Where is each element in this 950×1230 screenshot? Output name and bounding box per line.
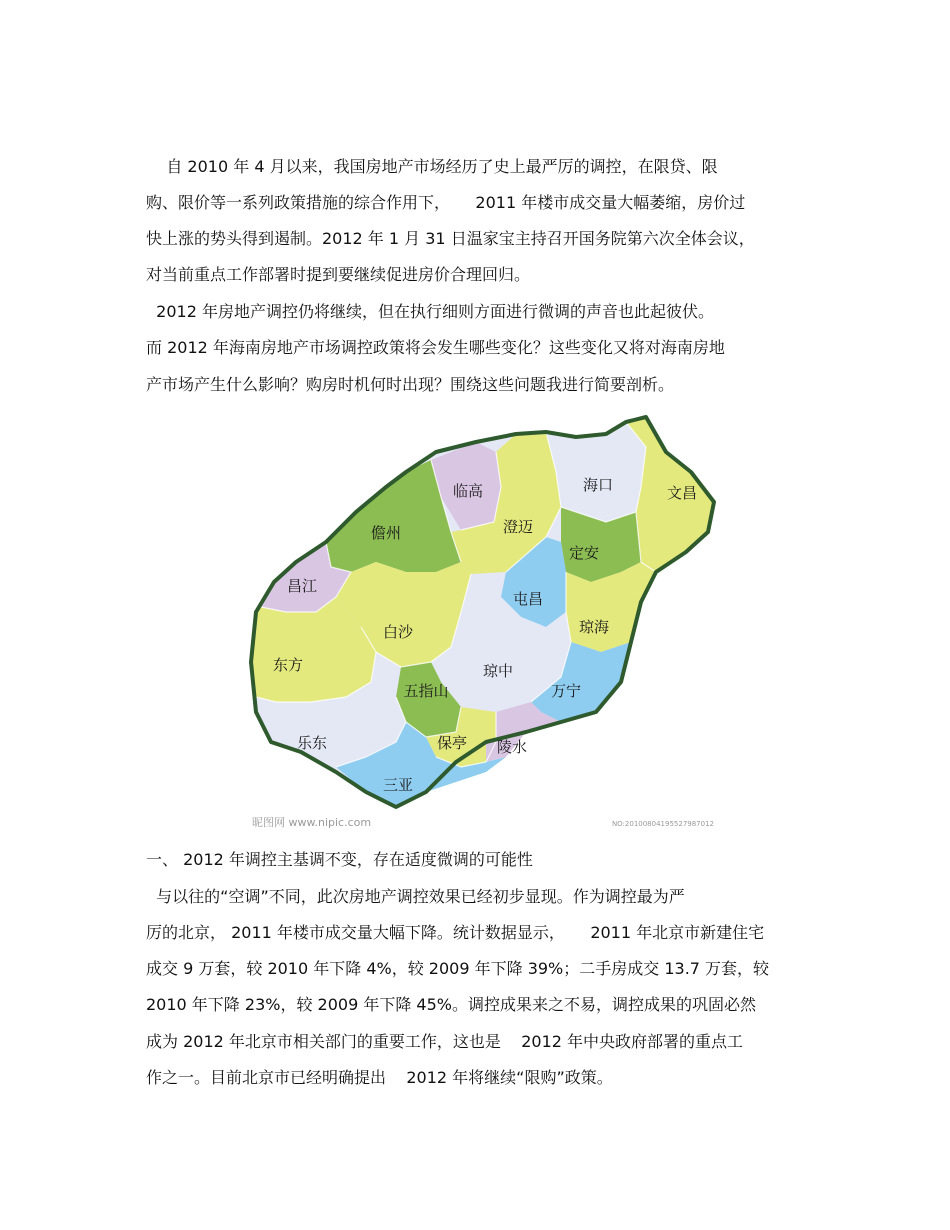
label-sanya: 三亚 [382,776,414,794]
label-wenchang: 文昌 [666,484,698,502]
paragraph2-line2: 而 2012 年海南房地产市场调控政策将会发生哪些变化？这些变化又将对海南房地 [146,338,725,357]
label-changjiang: 昌江 [286,577,318,595]
paragraph3-line1: 与以往的“空调”不同，此次房地产调控效果已经初步显现。作为调控最为严 [146,887,685,906]
paragraph1-line2: 购、限价等一系列政策措施的综合作用下， 2011 年楼市成交量大幅萎缩，房价过 [146,193,746,212]
label-ledong: 乐东 [296,734,328,752]
label-dongfang: 东方 [272,656,304,674]
label-qiongzhong: 琼中 [482,662,514,680]
label-baisha: 白沙 [382,623,414,641]
paragraph3-line5: 成为 2012 年北京市相关部门的重要工作，这也是 2012 年中央政府部署的重点工 [146,1032,744,1051]
label-wanning: 万宁 [550,682,582,700]
paragraph1-line1: 自 2010 年 4 月以来，我国房地产市场经历了史上最严厉的调控，在限贷、限 [146,157,718,176]
label-baoting: 保亭 [436,734,468,752]
label-lingao: 临高 [452,482,484,500]
hainan-map [246,412,720,832]
paragraph2-line3: 产市场产生什么影响？购房时机何时出现？围绕这些问题我进行简要剖析。 [146,375,675,394]
label-chengmai: 澄迈 [502,518,534,536]
paragraph2-line1: 2012 年房地产调控仍将继续，但在执行细则方面进行微调的声音也此起彼伏。 [146,302,714,321]
paragraph3-line6: 作之一。目前北京市已经明确提出 2012 年将继续“限购”政策。 [146,1068,613,1087]
label-lingshui: 陵水 [496,738,528,756]
watermark-id: NO:20100804195527987012 [611,820,714,828]
label-wuzhishan: 五指山 [403,682,449,700]
paragraph1-line3: 快上涨的势头得到遏制。2012 年 1 月 31 日温家宝主持召开国务院第六次全体会议， [146,229,755,248]
label-danzhou: 儋州 [370,524,402,542]
paragraph3-line4: 2010 年下降 23%，较 2009 年下降 45%。调控成果来之不易，调控成果的巩固必然 [146,995,756,1014]
paragraph3-line3: 成交 9 万套，较 2010 年下降 4%，较 2009 年下降 39%；二手房成交 13.7 万套，较 [146,959,770,978]
section1-heading: 一、 2012 年调控主基调不变，存在适度微调的可能性 [146,850,533,869]
hainan-map-figure [246,412,720,832]
label-tunchang: 屯昌 [512,590,544,608]
label-qionghai: 琼海 [578,618,610,636]
label-dingan: 定安 [568,544,600,562]
paragraph3-line2: 厉的北京， 2011 年楼市成交量大幅下降。统计数据显示， 2011 年北京市新建住宅 [146,923,765,942]
paragraph1-line4: 对当前重点工作部署时提到要继续促进房价合理回归。 [146,265,531,284]
label-haikou: 海口 [582,476,614,494]
watermark-nipic: 昵图网 www.nipic.com [252,816,372,829]
